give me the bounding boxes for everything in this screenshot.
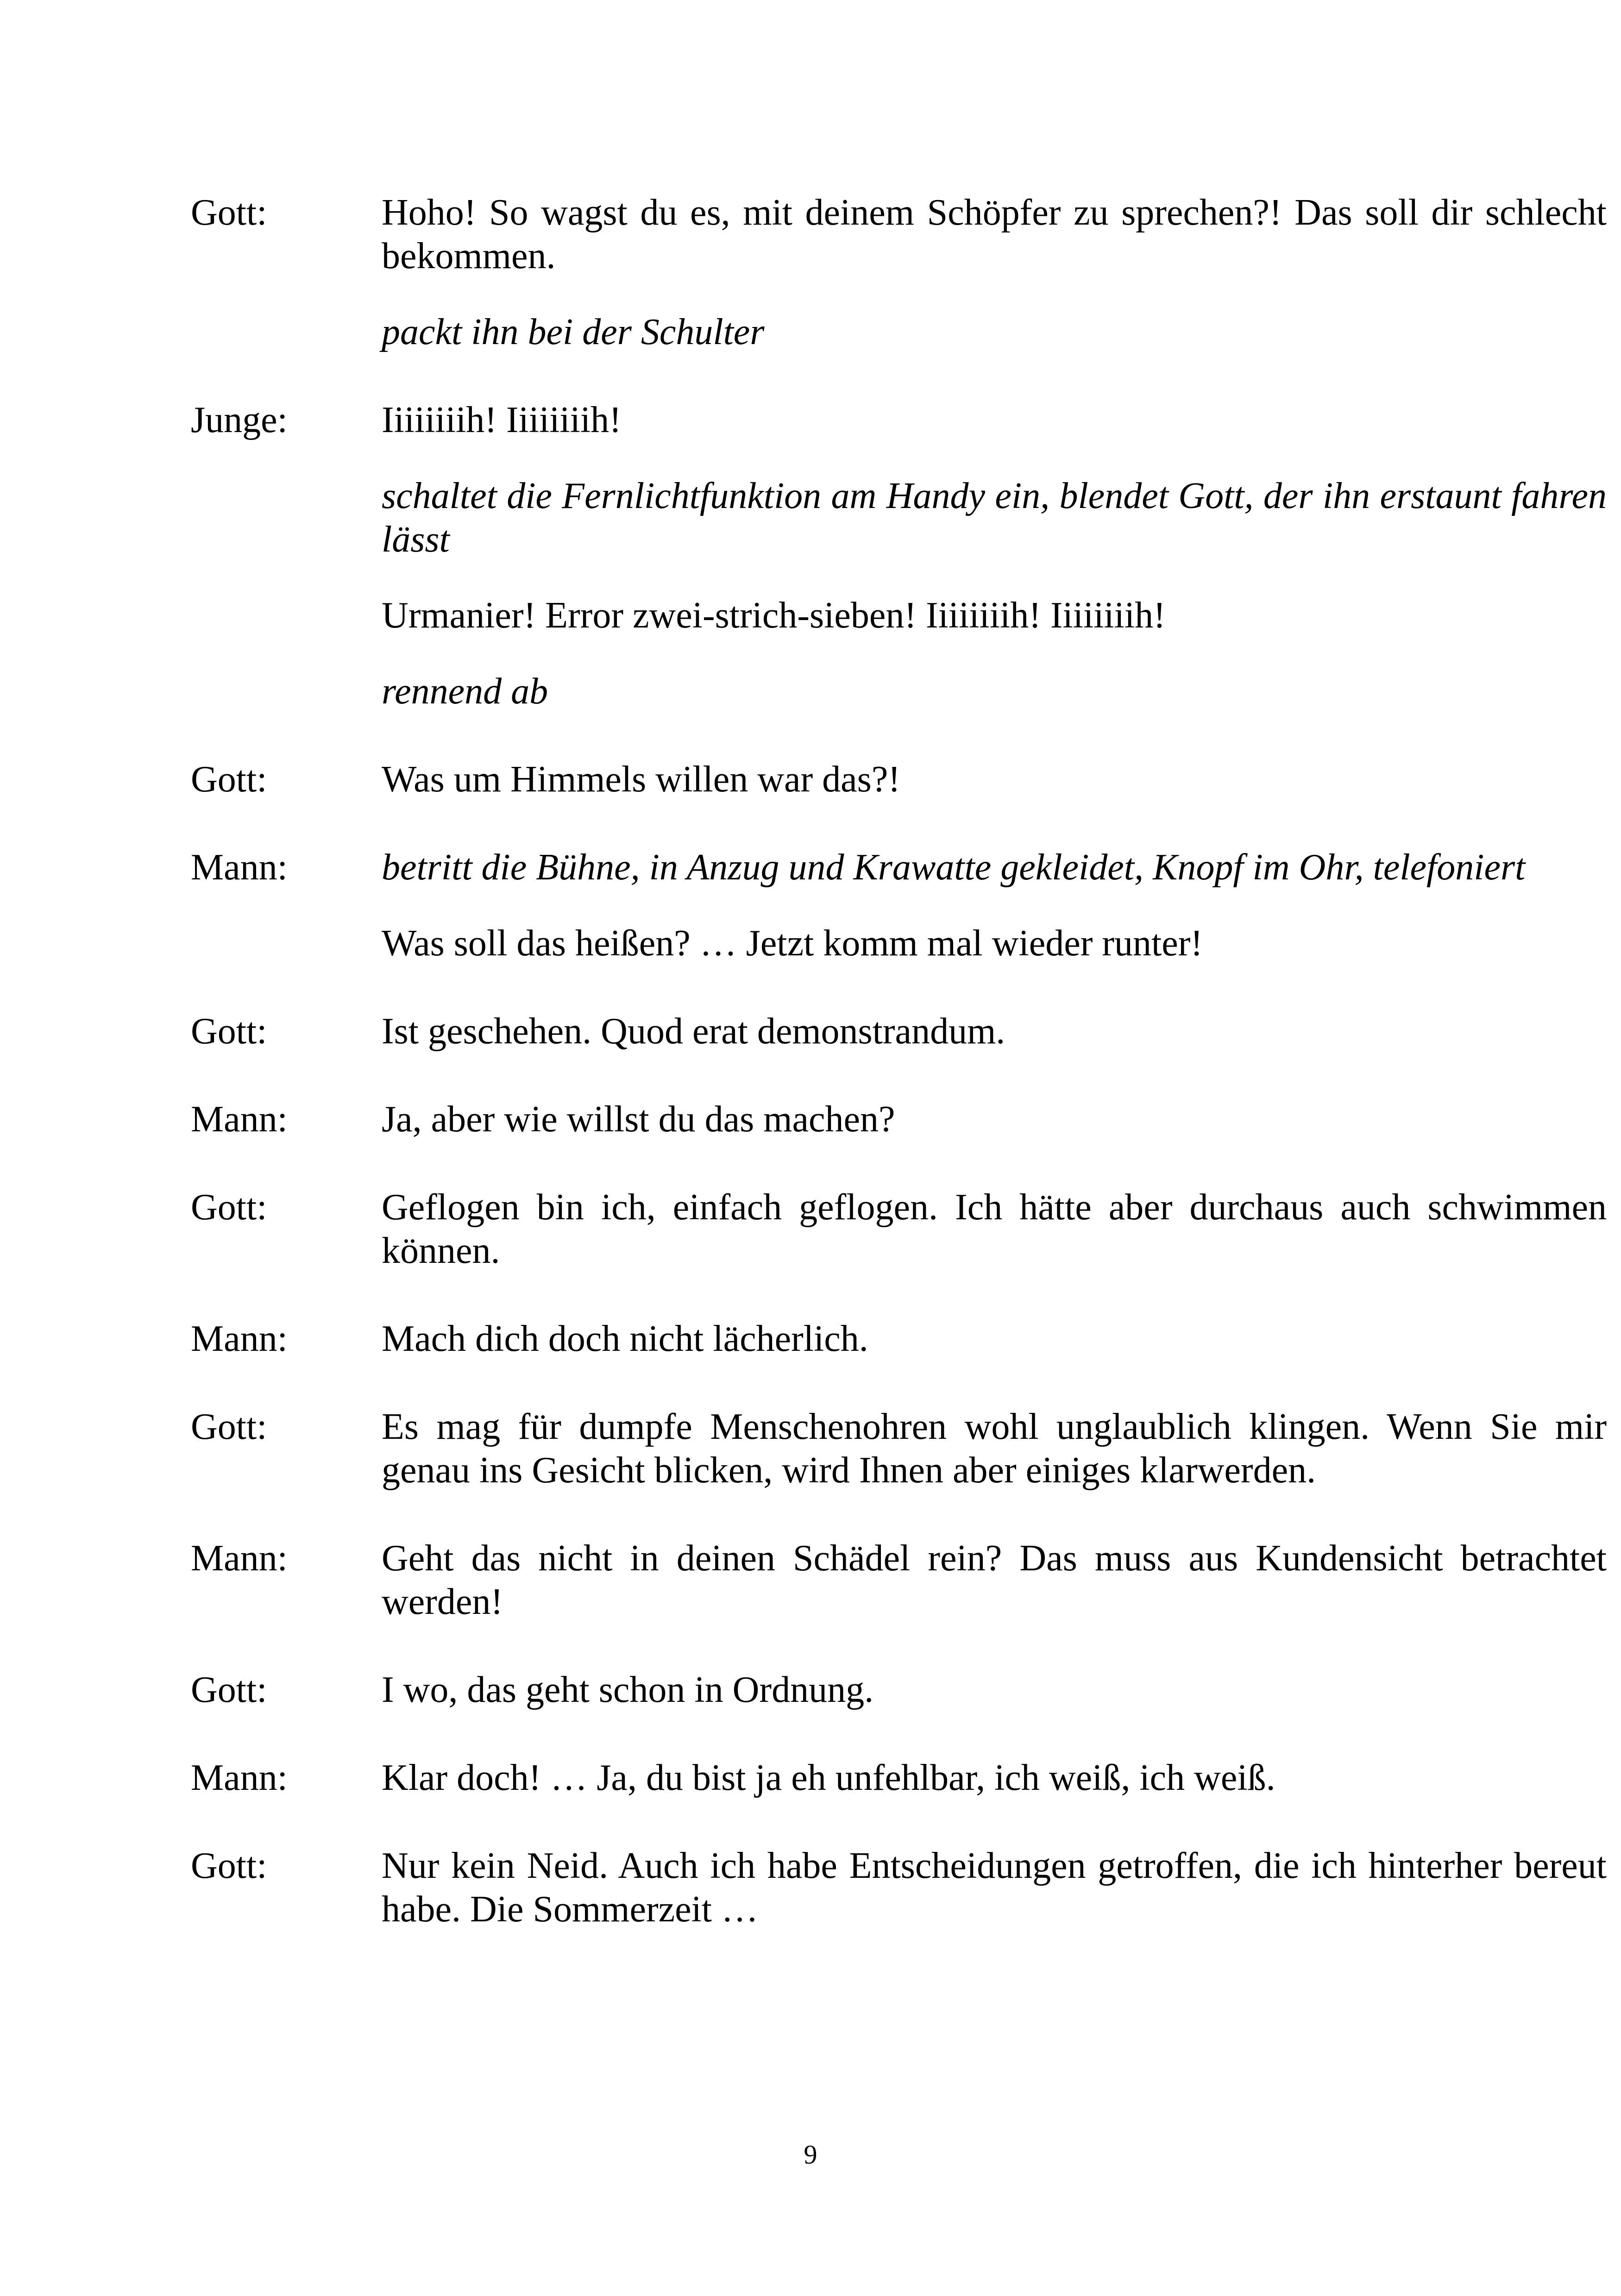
script-line-gott bbox=[191, 1186, 1607, 1273]
speaker-label: Gott: bbox=[191, 1406, 267, 1447]
dialogue-text: Geht das nicht in deinen Schädel rein? Das muss aus Kundensicht betrachtet werden! bbox=[382, 1538, 1607, 1622]
dialogue-text: Nur kein Neid. Auch ich habe Entscheidungen getroffen, die ich hinterher bereut habe. Die Sommerzeit … bbox=[382, 1845, 1607, 1930]
stage-direction-text: packt ihn bei der Schulter bbox=[382, 312, 765, 352]
dialogue-text: Was soll das heißen? … Jetzt komm mal wieder runter! bbox=[382, 923, 1203, 964]
dialogue-text: Hoho! So wagst du es, mit deinem Schöpfer zu sprechen?! Das soll dir schlecht bekommen. bbox=[382, 192, 1607, 276]
speaker-label: Mann: bbox=[191, 1538, 288, 1579]
speaker-label: Mann: bbox=[191, 1318, 288, 1359]
dialogue-text: Klar doch! … Ja, du bist ja eh unfehlbar, ich weiß, ich weiß. bbox=[382, 1757, 1275, 1798]
script-line-gott bbox=[191, 1405, 1607, 1492]
stage-direction-text: betritt die Bühne, in Anzug und Krawatte gekleidet, Knopf im Ohr, telefoniert bbox=[382, 847, 1526, 888]
speaker-label: Gott: bbox=[191, 1669, 267, 1710]
speaker-label: Gott: bbox=[191, 759, 267, 800]
stage-direction-text: rennend ab bbox=[382, 671, 548, 712]
dialogue-continuation-line bbox=[191, 594, 1427, 637]
script-line-mann bbox=[191, 1537, 1607, 1624]
stage-direction-text: schaltet die Fernlichtfunktion am Handy ein, blendet Gott, der ihn erstaunt fahren lässt bbox=[382, 476, 1607, 560]
speaker-label: Gott: bbox=[191, 1011, 267, 1052]
speaker-label: Junge: bbox=[191, 400, 288, 440]
speaker-label: Mann: bbox=[191, 1099, 288, 1140]
speaker-label: Gott: bbox=[191, 1187, 267, 1228]
speaker-label: Mann: bbox=[191, 847, 288, 888]
stage-direction-line bbox=[191, 474, 1607, 561]
dialogue-continuation-line bbox=[191, 922, 1427, 965]
stage-direction-line bbox=[191, 310, 1427, 354]
script-body bbox=[191, 191, 1607, 1931]
speaker-label: Mann: bbox=[191, 1757, 288, 1798]
dialogue-text: Was um Himmels willen war das?! bbox=[382, 759, 900, 800]
script-line-gott bbox=[191, 758, 1427, 801]
dialogue-text: Es mag für dumpfe Menschenohren wohl unglaublich klingen. Wenn Sie mir genau ins Gesicht blicken, wird Ihnen aber einiges klarwerden. bbox=[382, 1406, 1607, 1491]
stage-direction-line bbox=[191, 670, 1427, 713]
dialogue-text: Urmanier! Error zwei-strich-sieben! Iiiiiiiih! Iiiiiiiih! bbox=[382, 595, 1166, 636]
script-line-gott bbox=[191, 1010, 1427, 1053]
script-line-gott bbox=[191, 191, 1607, 278]
script-line-mann bbox=[191, 1098, 1427, 1141]
dialogue-text: I wo, das geht schon in Ordnung. bbox=[382, 1669, 874, 1710]
dialogue-text: Mach dich doch nicht lächerlich. bbox=[382, 1318, 868, 1359]
page-number: 9 bbox=[804, 2139, 817, 2170]
dialogue-text: Geflogen bin ich, einfach geflogen. Ich hätte aber durchaus auch schwimmen können. bbox=[382, 1187, 1607, 1271]
script-line-gott bbox=[191, 1668, 1427, 1712]
script-line-mann bbox=[191, 846, 1526, 889]
script-line-mann bbox=[191, 1756, 1427, 1800]
speaker-label: Gott: bbox=[191, 1845, 267, 1886]
dialogue-text: Ist geschehen. Quod erat demonstrandum. bbox=[382, 1011, 1005, 1052]
script-line-junge bbox=[191, 398, 1427, 442]
script-line-gott bbox=[191, 1844, 1607, 1931]
dialogue-text: Ja, aber wie willst du das machen? bbox=[382, 1099, 895, 1140]
dialogue-text: Iiiiiiiih! Iiiiiiiih! bbox=[382, 400, 622, 440]
script-line-mann bbox=[191, 1317, 1427, 1361]
speaker-label: Gott: bbox=[191, 192, 267, 233]
